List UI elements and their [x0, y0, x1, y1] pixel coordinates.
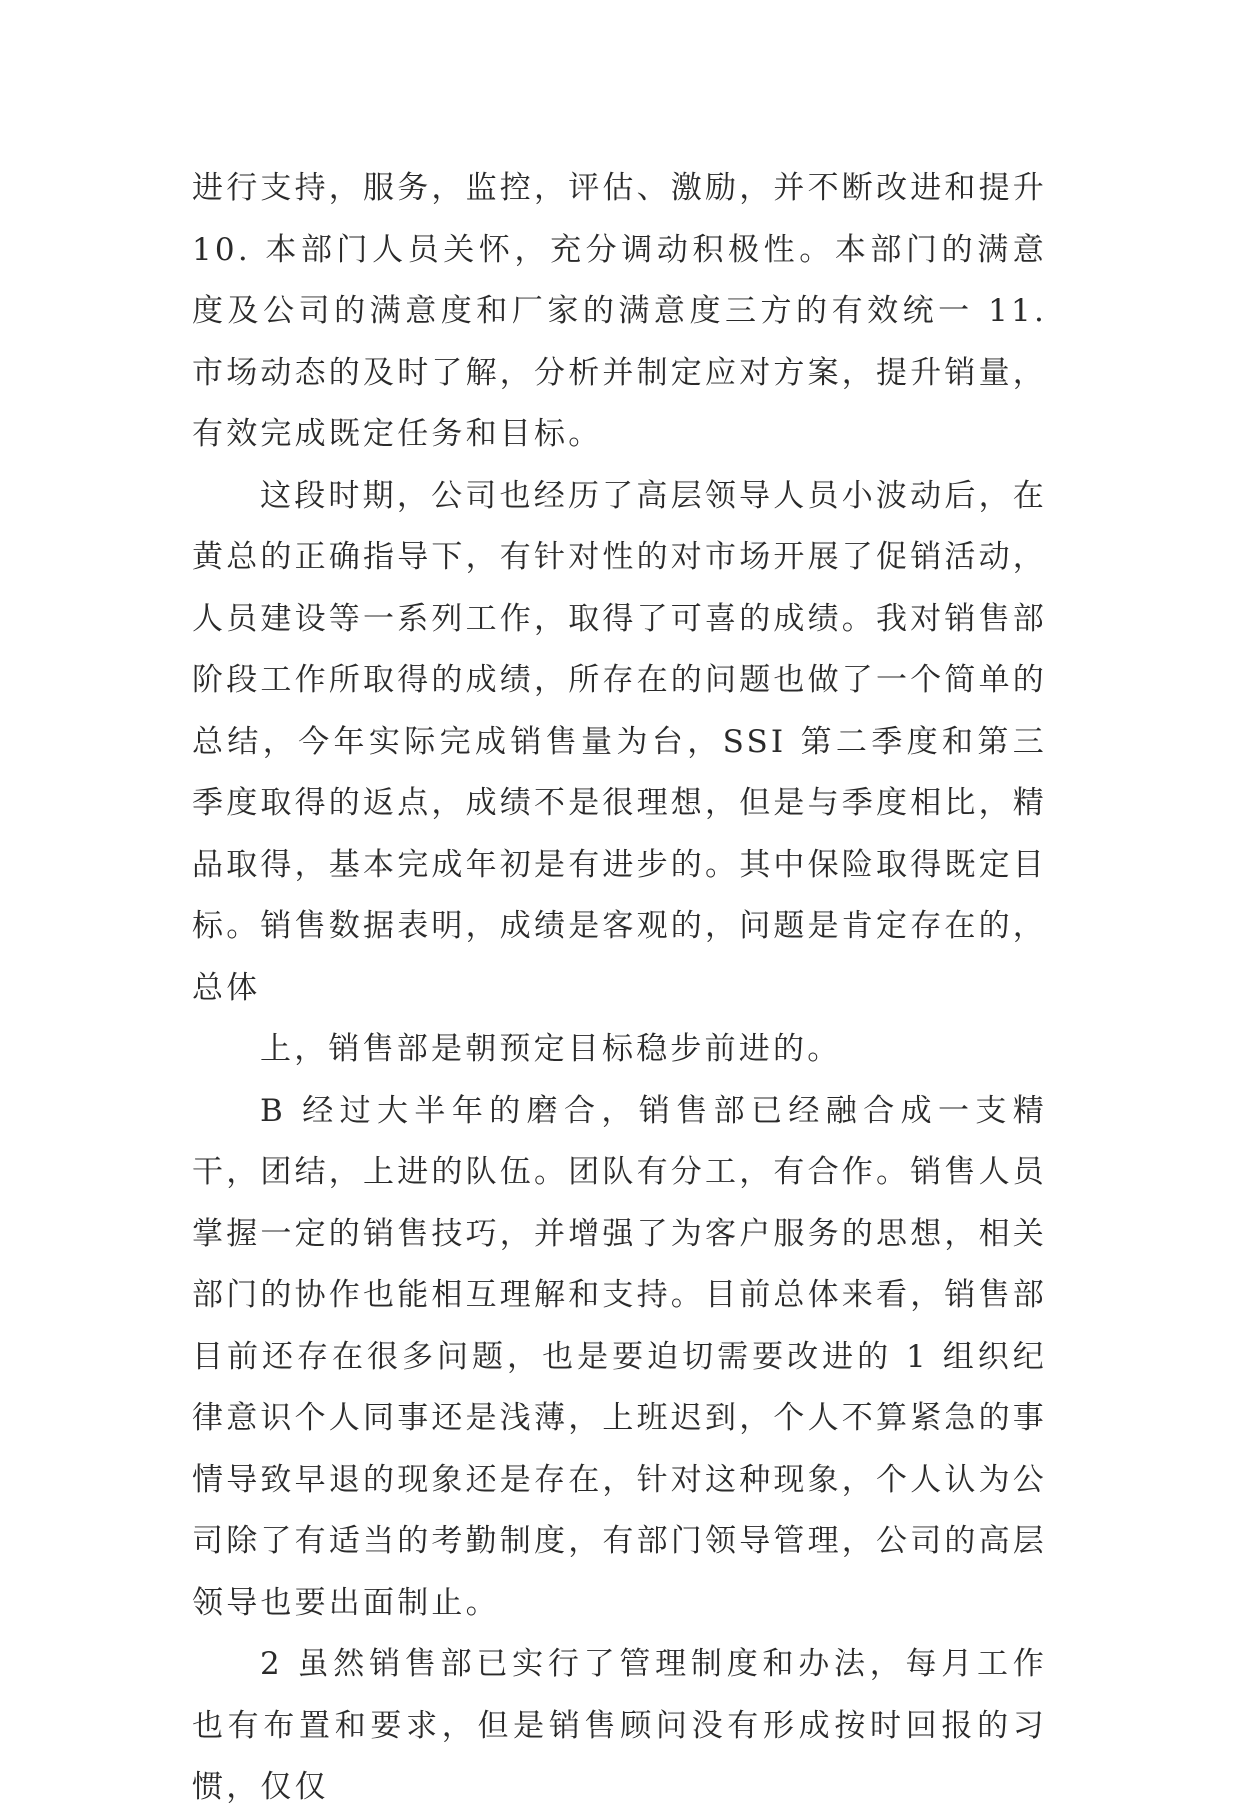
paragraph-3: 上，销售部是朝预定目标稳步前进的。 — [260, 1031, 842, 1067]
paragraph-2: 这段时期，公司也经历了高层领导人员小波动后，在黄总的正确指导下，有针对性的对市场开展了促销活动，人员建设等一系列工作，取得了可喜的成绩。我对销售部阶段工作所取得的成绩，所存在的问题也做了一个简单的总结，今年实际完成销售量为台，SSI 第二季度和第三季度取得的返点，成绩不是很理想，但是与季度相比，精品取得，基本完成年初是有进步的。其中保险取得既定目标。销售数据表明，成绩是客观的，问题是肯定存在的，总体 — [192, 477, 1047, 1006]
paragraph-4: B 经过大半年的磨合，销售部已经融合成一支精干，团结，上进的队伍。团队有分工，有合作。销售人员掌握一定的销售技巧，并增强了为客户服务的思想，相关部门的协作也能相互理解和支持。目前总体来看，销售部目前还存在很多问题，也是要迫切需要改进的 1 组织纪律意识个人同事还是浅薄，上班迟到，个人不算紧急的事情导致早退的现象还是存在，针对这种现象，个人认为公司除了有适当的考勤制度，有部门领导管理，公司的高层领导也要出面制止。 — [192, 1092, 1047, 1621]
paragraph-5: 2 虽然销售部已实行了管理制度和办法，每月工作也有布置和要求，但是销售顾问没有形成按时回报的习惯，仅仅 — [192, 1646, 1047, 1805]
paragraph-1: 进行支持，服务，监控，评估、激励，并不断改进和提升 10. 本部门人员关怀，充分调动积极性。本部门的满意度及公司的满意度和厂家的满意度三方的有效统一 11. 市场动态的及时了解，分析并制定应对方案，提升销量，有效完成既定任务和目标。 — [192, 170, 1047, 452]
document-body — [192, 158, 1047, 1819]
